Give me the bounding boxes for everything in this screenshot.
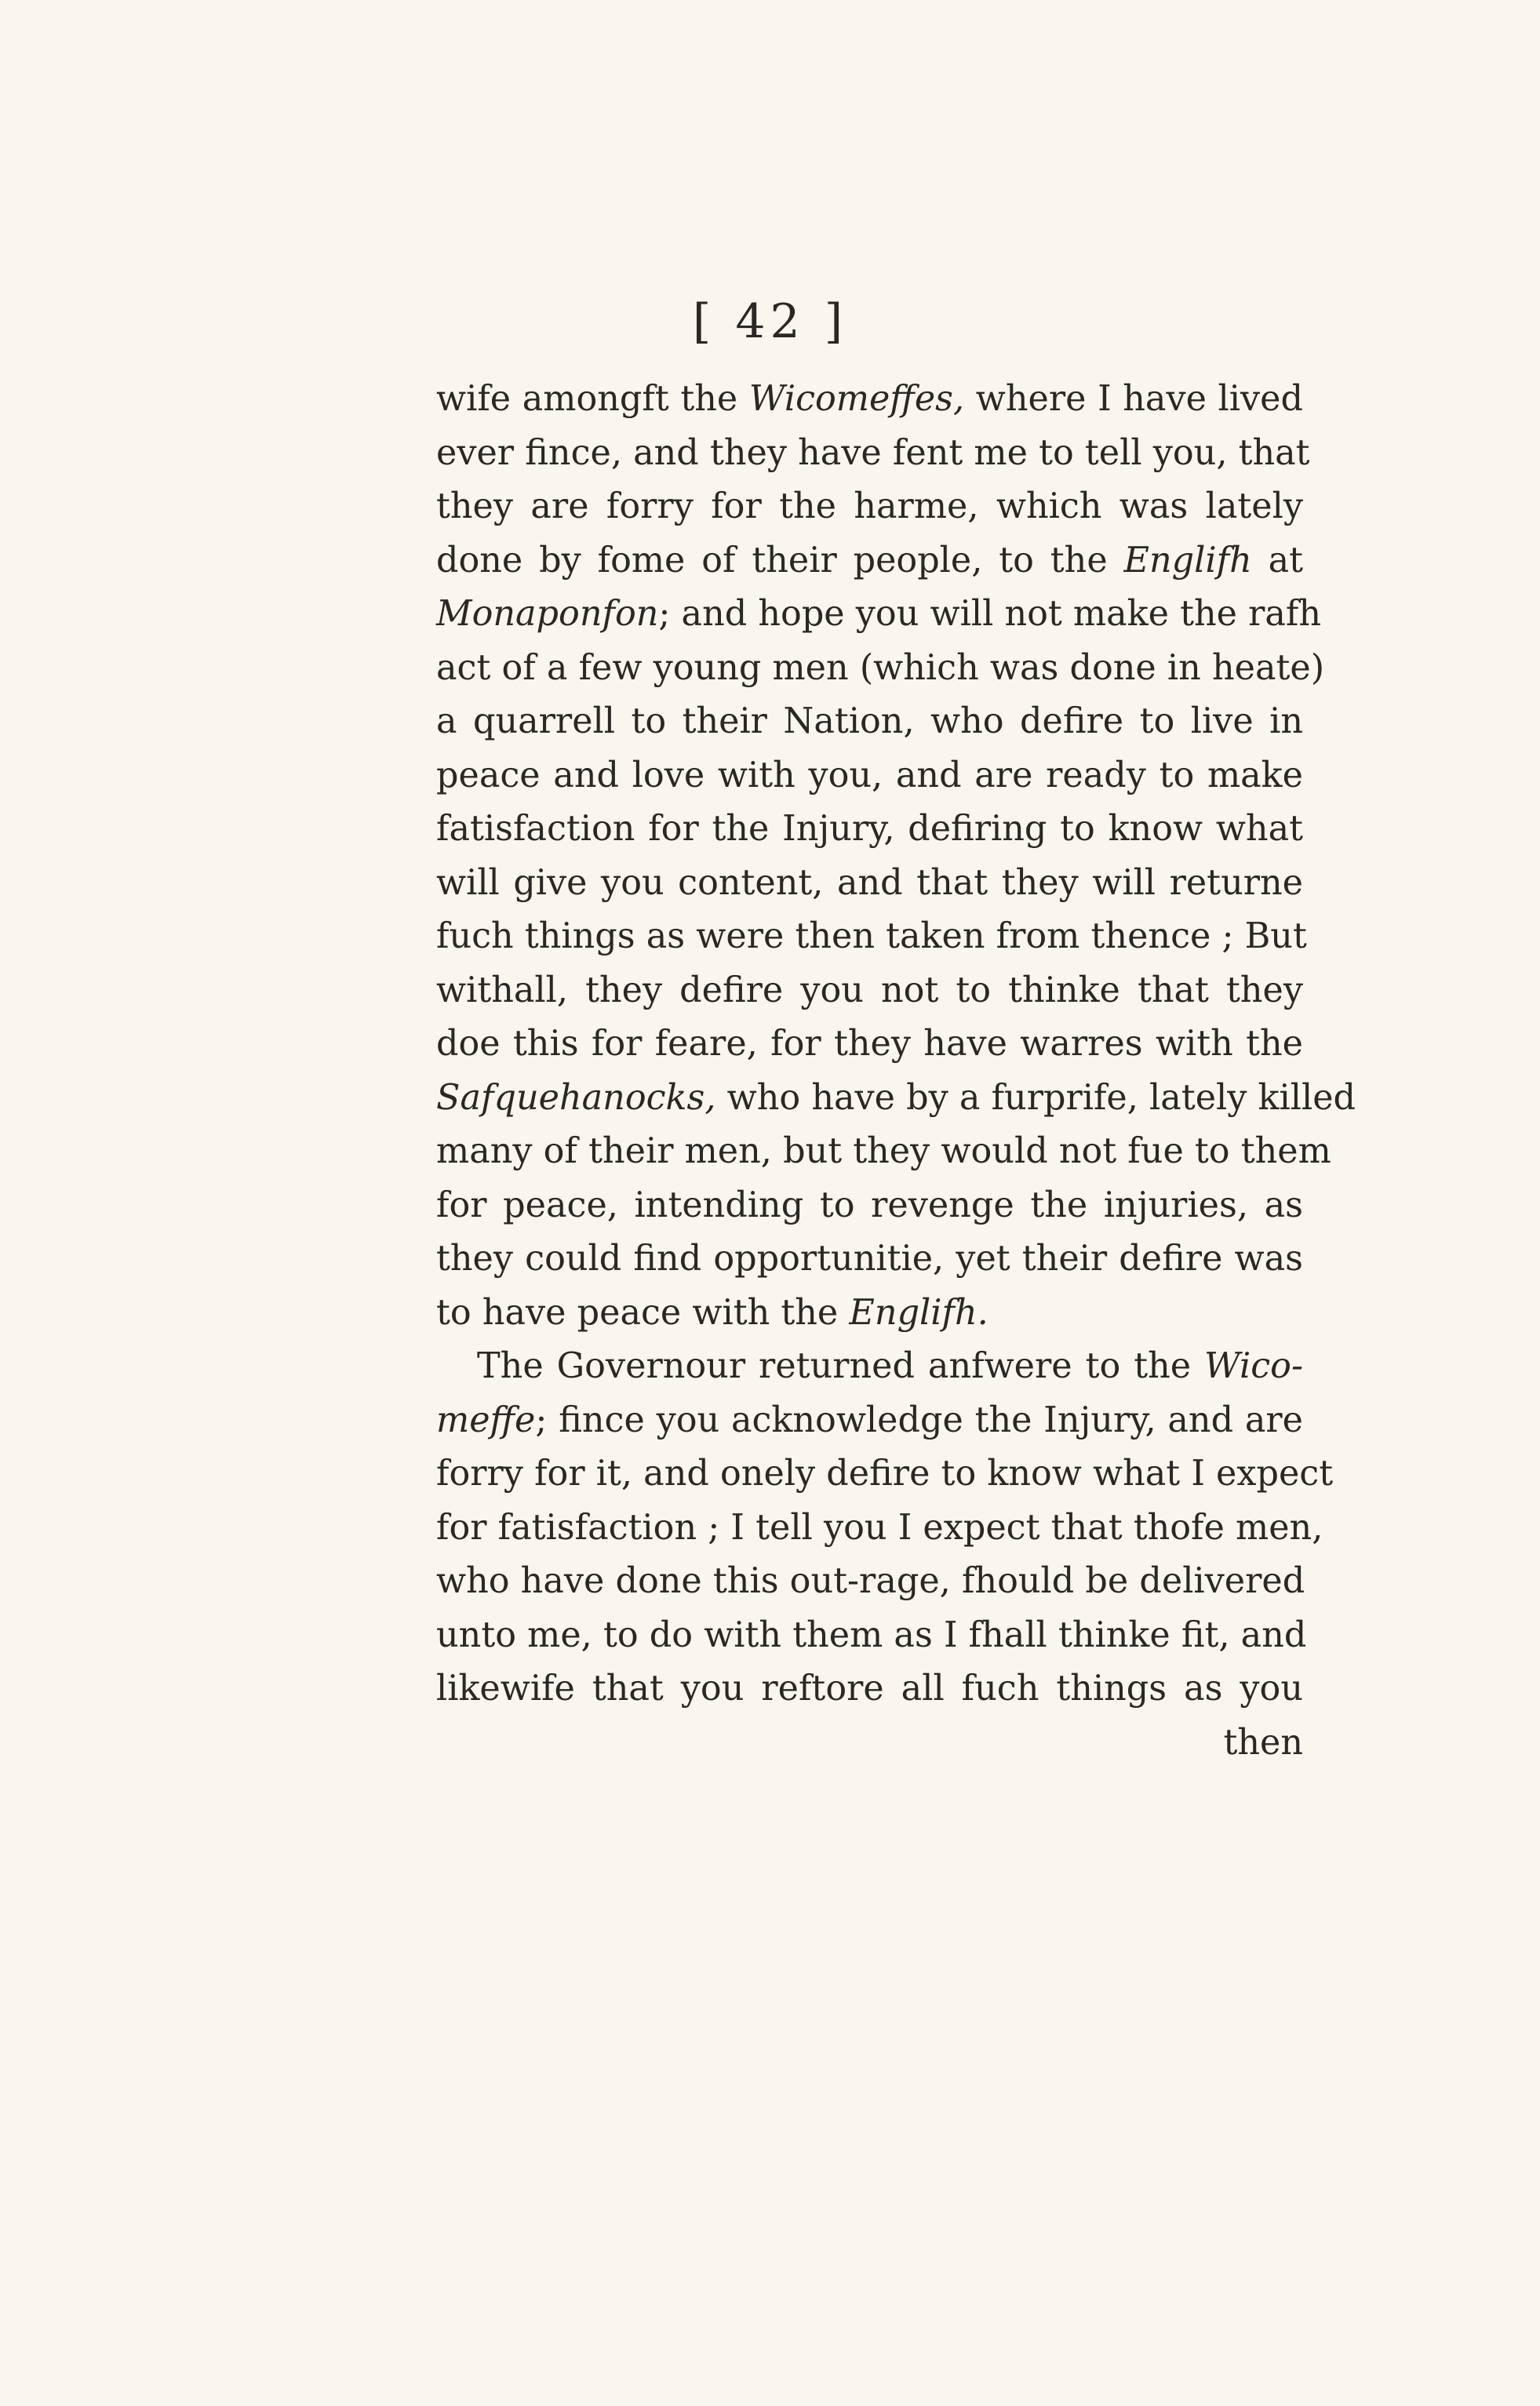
text-line: for fatisfaction ; I tell you I expect that thofe men, [436,1507,1323,1548]
text-line: will give you content, and that they will returne [436,862,1303,903]
text-line: forry for it, and onely defire to know what I expect [436,1454,1334,1494]
text-line: withall, they defire you not to thinke that they [436,970,1303,1010]
text-line: a quarrell to their Nation, who defire to live in [436,701,1303,741]
text-line: done by fome of their people, to the Englifh at [436,540,1303,581]
text-line: Safquehanocks, who have by a furprife, lately killed [436,1077,1356,1118]
text-line: unto me, to do with them as I fhall thinke fit, and [436,1614,1307,1655]
text-line: ever fince, and they have fent me to tell you, that [436,432,1310,473]
page-number: [ 42 ] [692,294,848,349]
text-line: for peace, intending to revenge the injuries, as [436,1185,1303,1225]
text-line: act of a few young men (which was done in heate) [436,647,1325,688]
text-line: fatisfaction for the Injury, defiring to know what [436,809,1303,849]
text-line: meffe; fince you acknowledge the Injury, and are [436,1400,1303,1440]
text-line: they could find opportunitie, yet their defire was [436,1239,1303,1279]
text-line: fuch things as were then taken from thence ; But [436,916,1307,956]
text-line: to have peace with the Englifh. [436,1292,988,1333]
catchword: then [1223,1722,1303,1763]
text-line: doe this for feare, for they have warres with the [436,1024,1303,1064]
text-line: many of their men, but they would not fue to them [436,1131,1331,1171]
text-line: Monaponfon; and hope you will not make the rafh [436,594,1322,634]
text-line: they are forry for the harme, which was lately [436,486,1303,526]
text-line: The Governour returned anfwere to the Wico- [477,1346,1303,1386]
text-line: wife amongft the Wicomeffes, where I have lived [436,379,1303,419]
body-text [436,373,1356,1770]
text-line: likewife that you reftore all fuch things as you [436,1669,1303,1709]
text-line: peace and love with you, and are ready to make [436,755,1303,795]
text-line: who have done this out-rage, fhould be delivered [436,1561,1305,1601]
